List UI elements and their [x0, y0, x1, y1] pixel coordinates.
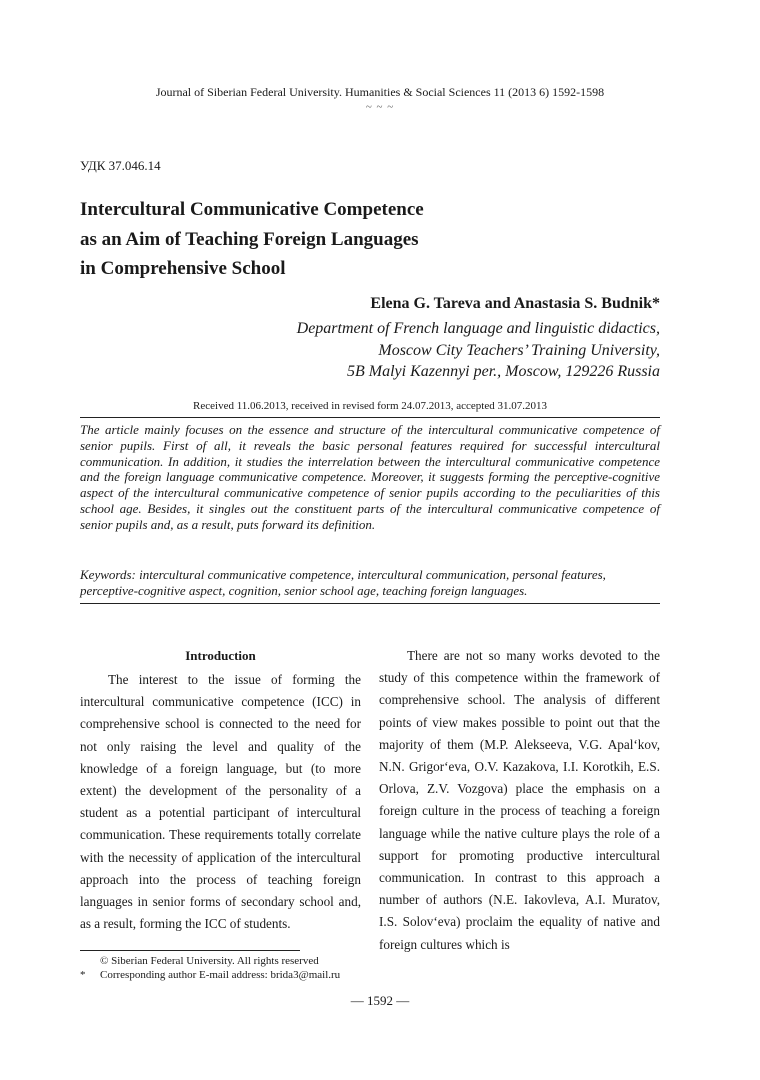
body-paragraph: The interest to the issue of forming the intercultural communicative competence (ICC) in comprehensive school is connected to the need for not only raising the level and quality of the knowledge of a foreign language, but (to more extent) the development of the personality of a student as a potential participant of intercultural communication. These requirements totally correlate with the necessity of application of the intercultural approach into the process of teaching foreign languages in senior forms of secondary school and, as a result, forming the ICC of students. — [80, 672, 361, 932]
corresponding-author: Corresponding author E-mail address: brida3@mail.ru — [100, 969, 341, 981]
corresponding-footnote — [80, 969, 340, 981]
udk-code: УДК 37.046.14 — [80, 158, 161, 173]
affiliation — [200, 318, 660, 383]
abstract: The article mainly focuses on the essence and structure of the intercultural communicative competence of senior pupils. First of all, it reveals the basic personal features required for successful intercultural communication. In addition, it studies the interrelation between the intercultural communicative competence and the foreign language communicative competence. Moreover, it suggests forming the perceptive-cognitive aspect of the intercultural communicative competence of senior pupils according to the peculiarities of this school age. Besides, it singles out the constituent parts of the intercultural communicative competence of senior pupils and, as a result, puts forward its definition. — [80, 422, 660, 532]
title-line: in Comprehensive School — [80, 258, 286, 279]
abstract-bottom-rule — [80, 603, 660, 604]
title-line: as an Aim of Teaching Foreign Languages — [80, 228, 419, 250]
received-dates: Received 11.06.2013, received in revised form 24.07.2013, accepted 31.07.2013 — [193, 400, 547, 412]
copyright-footnote: © Siberian Federal University. All rights reserved — [100, 955, 319, 967]
footnote-star: * — [80, 969, 86, 981]
article-title — [80, 195, 500, 284]
title-line: Intercultural Communicative Competence — [80, 199, 424, 220]
abstract-top-rule — [80, 417, 660, 418]
header-ornament: ~ ~ ~ — [365, 101, 395, 113]
journal-header: Journal of Siberian Federal University. Humanities & Social Sciences 11 (2013 6) 1592-1598 — [155, 85, 605, 99]
keywords: Keywords: intercultural communicative competence, intercultural communication, personal features, perceptive-cognitive aspect, cognition, senior school age, teaching foreign languages. — [80, 567, 606, 598]
affiliation-line: 5B Malyi Kazennyi per., Moscow, 129226 Russia — [346, 363, 660, 380]
affiliation-line: Department of French language and linguistic didactics, — [296, 320, 660, 337]
authors: Elena G. Tareva and Anastasia S. Budnik* — [370, 295, 660, 312]
page-number: — 1592 — — [350, 993, 410, 1008]
body-paragraph: There are not so many works devoted to the study of this competence within the framework of comprehensive school. The analysis of different points of view makes possible to point out that the majority of them (M.P. Alekseeva, V.G. Apal‘kov, N.N. Grigor‘eva, O.V. Kazakova, I.I. Korotkih, E.S. Orlova, Z.V. Vozgova) place the emphasis on a foreign culture in the process of teaching a foreign language while the native culture plays the role of a support for promoting productive intercultural communication. In contrast to this approach a number of authors (N.E. Iakovleva, A.I. Muratov, I.S. Solov‘eva) proclaim the equality of native and foreign cultures which is — [379, 648, 660, 952]
right-column — [379, 645, 660, 956]
left-column — [80, 645, 361, 935]
section-heading: Introduction — [185, 648, 256, 663]
affiliation-line: Moscow City Teachers’ Training University, — [378, 341, 660, 359]
footnote-rule — [80, 950, 300, 951]
